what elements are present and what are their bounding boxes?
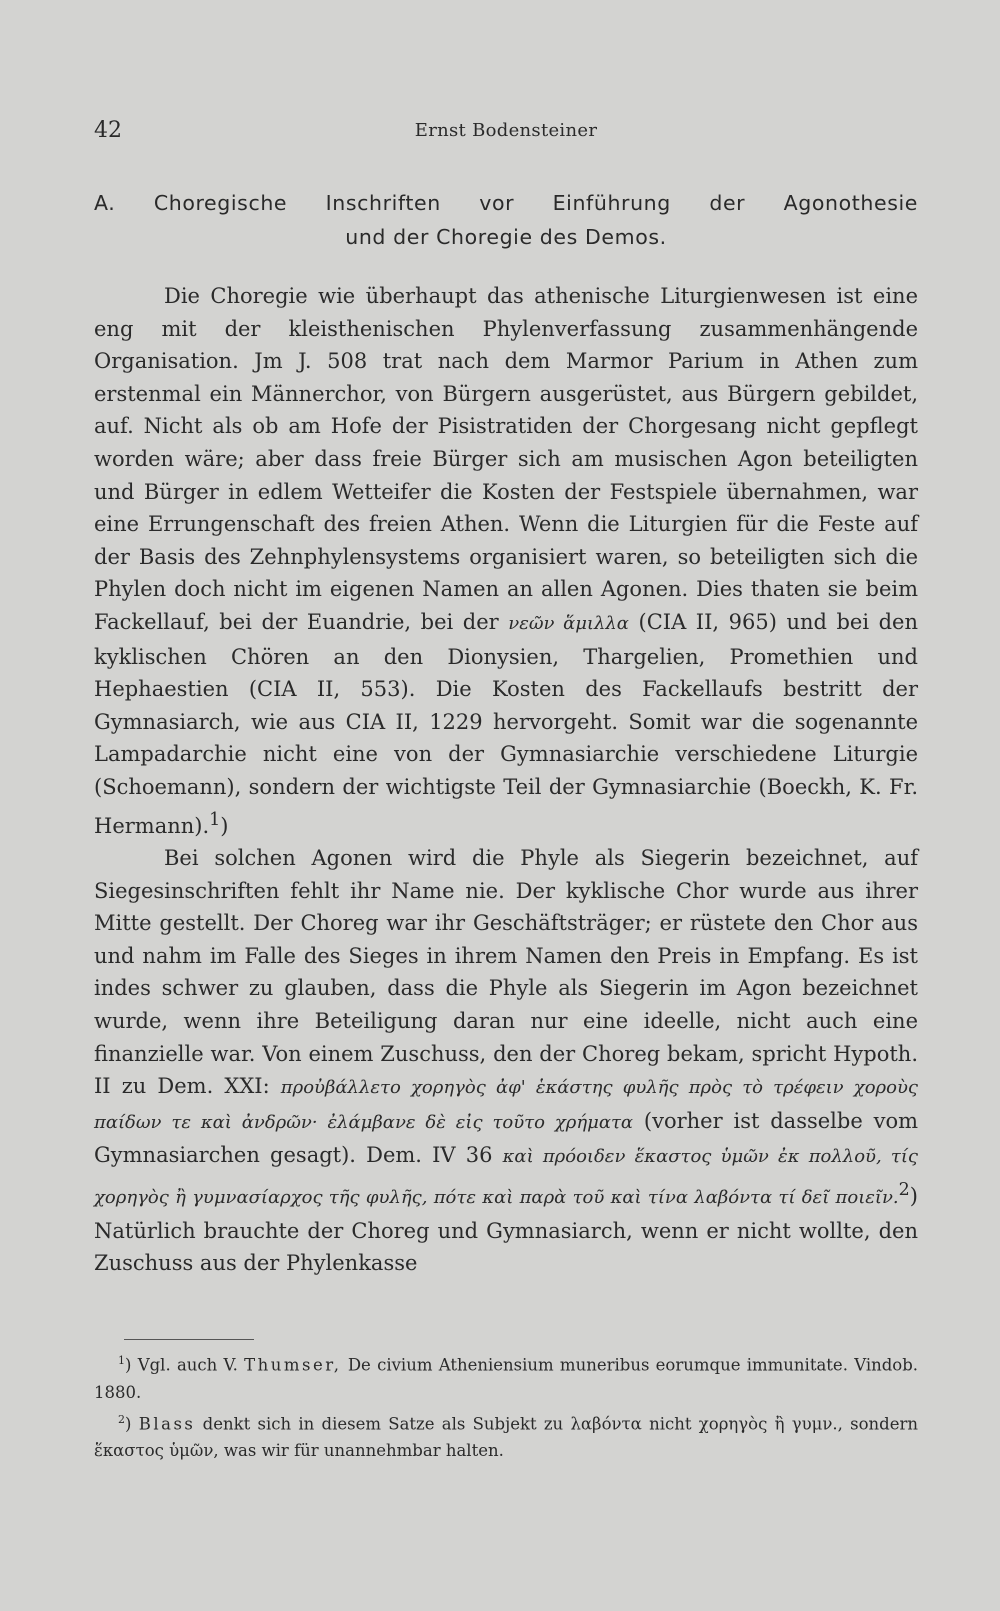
footnote-2-text-c: sondern [850, 1414, 918, 1433]
paragraph-2-text-b: (vorher ist dasselbe vom Gymnasiarchen gesagt). Dem. IV 36 [94, 1108, 918, 1168]
footnote-1-text-a: Vgl. auch V. [137, 1355, 238, 1375]
footnote-ref-2: 2 [898, 1180, 910, 1201]
running-head: Ernst Bodensteiner [414, 120, 598, 141]
footnote-2-text-a: denkt sich in diesem Satze als Subjekt zu [202, 1414, 564, 1433]
greek-quote: νεῶν ἅμιλλα [508, 612, 629, 634]
footnote-1: $^1$) Vgl. auch V. Thumser, De civium Atheniensium muneribus eorumque immunitate. Vindob. 1880. [94, 1354, 919, 1402]
footnote-2-text-d: was wir für unannehmbar halten. [223, 1441, 504, 1460]
footnote-1-author: Thumser, [244, 1355, 342, 1375]
paragraph-2: Bei solchen Agonen wird die Phyle als Siegerin bezeichnet, auf Siegesinschriften fehlt ihr Name nie. Der kyklische Chor wurde aus ihrer Mitte gestellt. Der Choreg war ihr Geschäftsträger; er rüstete den Chor aus und nahm im Falle des Sieges in ihrem Namen den Preis in Empfang. Es ist indes schwer zu glauben, dass die Phyle als Siegerin im Agon bezeichnet wurde, wenn ihre Beteiligung daran nur eine ideelle, nicht auch eine finanzielle war. Von einem Zuschuss, den der Choreg bekam, spricht Hypoth. II zu Dem. XXI: προὐβάλλετο χορηγὸς ἀφ' ἑκάστης φυλῆς πρὸς τὸ τρέφειν χοροὺς παίδων τε καὶ ἀνδρῶν· ἐλάμβανε δὲ εἰς τοῦτο χρήματα (vorher ist dasselbe vom Gymnasiarchen gesagt). Dem. IV 36 καὶ πρόοιδεν ἕκαστος ὑμῶν ἐκ πολλοῦ, τίς χορηγὸς ἢ γυμνασίαρχος τῆς φυλῆς, πότε καὶ παρὰ τοῦ καὶ τίνα λαβόντα τί δεῖ ποιεῖν.$^2$) Natürlich brauchte der Choreg und Gymnasiarch, wenn er nicht wollte, den Zuschuss aus der Phylenkasse [94, 846, 918, 1276]
page-number: 42 [94, 118, 122, 143]
footnote-ref-1: 1 [209, 809, 221, 830]
footnote-mark-1: 1 [118, 1354, 125, 1367]
greek-quote: προὐβάλλετο χορηγὸς ἀφ' ἑκάστης φυλῆς πρὸς τὸ τρέφειν χοροὺς παίδων τε καὶ ἀνδρῶν· ἐλάμβανε δὲ εἰς τοῦτο χρήματα [94, 1077, 918, 1133]
footnote-2-greek-2: χορηγὸς ἢ γυμν., [698, 1414, 843, 1433]
footnotes [94, 1347, 918, 1464]
footnote-2-greek-1: λαβόντα [570, 1414, 642, 1433]
footnote-2-greek-3: ἕκαστος ὑμῶν, [94, 1441, 219, 1460]
paragraph-1: Die Choregie wie überhaupt das athenische Liturgienwesen ist eine eng mit der kleisthenischen Phylenverfassung zusammenhängende Organisation. Jm J. 508 trat nach dem Marmor Parium in Athen zum erstenmal ein Männerchor, von Bürgern ausgerüstet, aus Bürgern gebildet, auf. Nicht als ob am Hofe der Pisistratiden der Chorgesang nicht gepflegt worden wäre; aber dass freie Bürger sich am musischen Agon beteiligten und Bürger in edlem Wetteifer die Kosten der Festspiele übernahmen, war eine Errungenschaft des freien Athen. Wenn die Liturgien für die Feste auf der Basis des Zehnphylensystems organisiert waren, so beteiligten sich die Phylen doch nicht im eigenen Namen an allen Agonen. Dies thaten sie beim Fackellauf, bei der Euandrie, bei der νεῶν ἅμιλλα (CIA II, 965) und bei den kyklischen Chören an den Dionysien, Thargelien, Promethien und Hephaestien (CIA II, 553). Die Kosten des Fackellaufs bestritt der Gymnasiarch, wie aus CIA II, 1229 hervorgeht. Somit war die sogenannte Lampadarchie nicht eine von der Gymnasiarchie verschiedene Liturgie (Schoemann), sondern der wichtigste Teil der Gymnasiarchie (Boeckh, K. Fr. Hermann).$^1$) [94, 284, 919, 838]
greek-quote: καὶ πρόοιδεν ἕκαστος ὑμῶν ἐκ πολλοῦ, τίς χορηγὸς ἢ γυμνασίαρχος τῆς φυλῆς, πότε καὶ παρὰ τοῦ καὶ τίνα λαβόντα τί δεῖ ποιεῖν. [94, 1146, 918, 1209]
section-heading-line-2: und der Choregie des Demos. [345, 225, 667, 249]
footnote-2-text-b: nicht [649, 1414, 692, 1433]
paragraph-2-text-a: Bei solchen Agonen wird die Phyle als Siegerin bezeichnet, auf Siegesinschriften fehlt ihr Name nie. Der kyklische Chor wurde aus ihrer Mitte gestellt. Der Choreg war ihr Geschäftsträger; er rüstete den Chor aus und nahm im Falle des Sieges in ihrem Namen den Preis in Empfang. Es ist indes schwer zu glauben, dass die Phyle als Siegerin im Agon bezeichnet wurde, wenn ihre Beteiligung daran nur eine ideelle, nicht auch eine finanzielle war. Von einem Zuschuss, den der Choreg bekam, spricht Hypoth. II zu Dem. XXI: [94, 846, 918, 1099]
paragraph-1-text-b: (CIA II, 965) und bei den kyklischen Chören an den Dionysien, Thargelien, Promethien und Hephaestien (CIA II, 553). Die Kosten des Fackellaufs bestritt der Gymnasiarch, wie aus CIA II, 1229 hervorgeht. Somit war die sogenannte Lampadarchie nicht eine von der Gymnasiarchie verschiedene Liturgie (Schoemann), sondern der wichtigste Teil der Gymnasiarchie (Boeckh, K. Fr. Hermann). [94, 609, 919, 838]
section-heading [94, 186, 918, 254]
footnote-mark-2: 2 [118, 1412, 125, 1426]
footnote-2: $^2$) Blass denkt sich in diesem Satze als Subjekt zu λαβόντα nicht χορηγὸς ἢ γυμν., sondern ἕκαστος ὑμῶν, was wir für unannehmbar halten. [94, 1412, 918, 1460]
body-text [94, 280, 918, 1280]
footnote-2-author: Blass [138, 1414, 196, 1433]
section-heading-line-1: A. Choregische Inschriften vor Einführung der Agonothesie [94, 191, 918, 215]
paragraph-1-text-a: Die Choregie wie überhaupt das athenische Liturgienwesen ist eine eng mit der kleisthenischen Phylenverfassung zusammenhängende Organisation. Jm J. 508 trat nach dem Marmor Parium in Athen zum erstenmal ein Männerchor, von Bürgern ausgerüstet, aus Bürgern gebildet, auf. Nicht als ob am Hofe der Pisistratiden der Chorgesang nicht gepflegt worden wäre; aber dass freie Bürger sich am musischen Agon beteiligten und Bürger in edlem Wetteifer die Kosten der Festspiele übernahmen, war eine Errungenschaft des freien Athen. Wenn die Liturgien für die Feste auf der Basis des Zehnphylensystems organisiert waren, so beteiligten sich die Phylen doch nicht im eigenen Namen an allen Agonen. Dies thaten sie beim Fackellauf, bei der Euandrie, bei der [94, 284, 918, 634]
page-header [94, 118, 918, 148]
footnote-1-text-b: De civium Atheniensium muneribus eorumque immunitate. Vindob. 1880. [94, 1355, 919, 1402]
footnote-divider [124, 1339, 254, 1340]
paragraph-2-text-c: Natürlich brauchte der Choreg und Gymnasiarch, wenn er nicht wollte, den Zuschuss aus der Phylenkasse [94, 1218, 918, 1276]
